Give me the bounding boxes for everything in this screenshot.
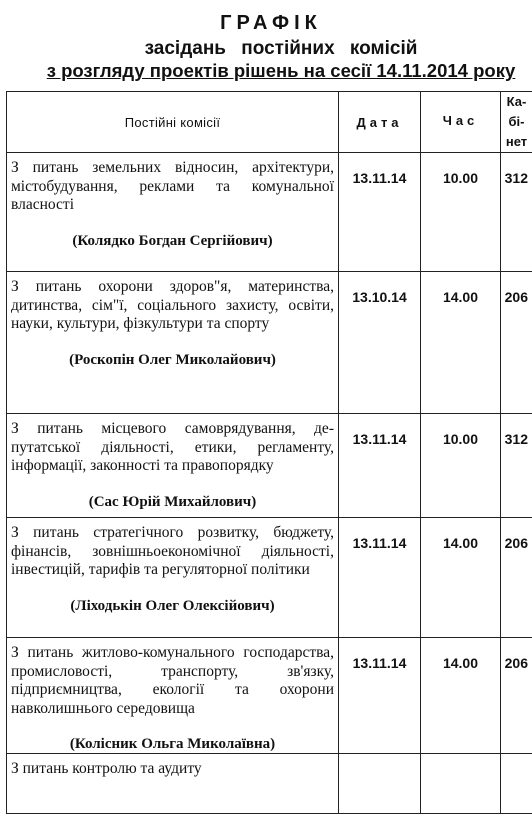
room-cell: 206 [501,638,532,754]
date-cell: 13.11.14 [339,518,421,638]
time-cell: 14.00 [421,518,501,638]
committee-chair: (Колісник Ольга Миколаївна) [7,718,338,753]
committee-chair: (Роскопін Олег Миколайович) [7,334,338,369]
column-header-time: Час [421,92,501,153]
room-cell: 206 [501,518,532,638]
committee-description: З питань контролю та аудиту [7,754,338,779]
committee-cell [7,153,339,272]
room-cell: 206 [501,272,532,414]
committee-cell [7,638,339,754]
table-row [7,414,532,518]
room-cell [501,754,532,814]
document-title: ГРАФІК [10,0,532,38]
date-cell: 13.10.14 [339,272,421,414]
date-cell: 13.11.14 [339,414,421,518]
date-cell: 13.11.14 [339,153,421,272]
table-row [7,754,532,814]
committee-cell [7,272,339,414]
document-subtitle-session: з розгляду проектів рішень на сесії 14.11.2014 року [30,60,532,86]
committee-description: З питань стратегічного розвитку, бюджету, фінансів, зовнішньоекономічної діяльності, інвестицій, тарифів та регуляторної політики [7,518,338,580]
committee-chair [7,779,338,797]
time-cell [421,754,501,814]
room-header-line: нет [501,132,532,152]
committee-chair: (Ліходькін Олег Олексійович) [7,580,338,615]
committee-description: З питань охорони здоров"я, материнства, дитинства, сім"ї, соціального захисту, освіти, науки, культури, фізкультури та спорту [7,272,338,334]
document-subtitle: засідань постійних комісій [30,38,532,60]
date-cell: 13.11.14 [339,638,421,754]
table-row [7,638,532,754]
committee-chair: (Колядко Богдан Сергійович) [7,215,338,250]
committee-chair: (Сас Юрій Михайлович) [7,476,338,511]
time-cell: 14.00 [421,272,501,414]
time-cell: 10.00 [421,414,501,518]
committee-cell [7,754,339,814]
table-row [7,272,532,414]
room-header-line: бі- [501,112,532,132]
table-row [7,153,532,272]
committee-description: З питань житлово-комунального господарства, промисловості, транспорту, зв'язку, підприємництва, екології та охорони навколишнього середовища [7,638,338,718]
time-cell: 14.00 [421,638,501,754]
committee-cell [7,414,339,518]
column-header-date: Дата [339,92,421,153]
committee-cell [7,518,339,638]
column-header-room [501,92,532,153]
committee-description: З питань місцевого самоврядування, депутатської діяльності, етики, регламенту, інформації, законності та правопорядку [7,414,338,476]
room-cell: 312 [501,414,532,518]
date-cell [339,754,421,814]
table-row [7,518,532,638]
room-cell: 312 [501,153,532,272]
column-header-committees: Постійні комісії [7,92,339,153]
room-header-line: Ка- [501,92,532,112]
schedule-table [6,91,532,814]
committee-description: З питань земельних відносин, архітектури, містобудування, реклами та комунальної власності [7,153,338,215]
table-header-row [7,92,532,153]
time-cell: 10.00 [421,153,501,272]
